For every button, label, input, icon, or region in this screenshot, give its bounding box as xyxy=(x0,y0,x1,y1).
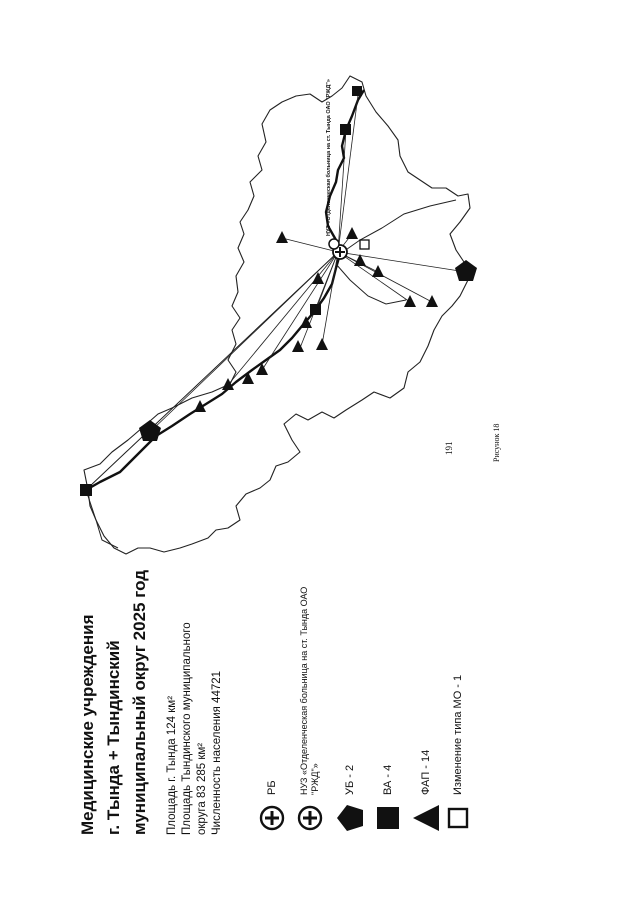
area-district-line-2: округа 83 285 км² xyxy=(196,742,208,835)
legend-label-rb: РБ xyxy=(265,780,278,795)
fap-marker xyxy=(242,372,254,384)
area-city: Площадь г. Тында 124 км² xyxy=(166,695,178,835)
mo-change-marker xyxy=(360,240,369,249)
map-hospital-note xyxy=(325,79,332,236)
triangle-icon xyxy=(409,801,443,835)
square-icon xyxy=(371,801,405,835)
population: Численность населения 44721 xyxy=(211,670,223,835)
page-title xyxy=(75,535,153,835)
pentagon-icon xyxy=(333,801,367,835)
fap-marker xyxy=(276,231,288,243)
area-stats xyxy=(165,535,225,835)
page-number: 191 xyxy=(444,441,454,455)
fap-marker xyxy=(316,338,328,350)
legend-item-va xyxy=(371,765,405,835)
district-boundary xyxy=(84,76,470,554)
legend-item-nuz xyxy=(293,555,327,835)
va-marker xyxy=(80,484,92,496)
railway-line xyxy=(86,90,364,490)
legend-item-ub xyxy=(333,765,367,835)
legend-item-rb xyxy=(255,780,289,835)
legend-label-mo-change: Изменение типа МО - 1 xyxy=(451,674,464,795)
legend-label-ub: УБ - 2 xyxy=(343,764,356,795)
map-hospital-note-text: НУЗ «Отделенческая больница на ст. Тында ОАО "РЖД"» xyxy=(326,79,332,236)
legend-item-fap xyxy=(409,750,443,835)
va-marker xyxy=(352,86,362,96)
hollow-square-icon xyxy=(441,801,475,835)
area-district-line-1: Площадь Тындинского муниципального xyxy=(181,622,193,835)
fap-marker xyxy=(346,227,358,239)
nuz-hub-marker xyxy=(329,239,339,249)
svg-text:НУЗ «Отделенческая больница на xyxy=(325,79,332,236)
figure-caption: Рисунок 18 xyxy=(492,423,501,462)
va-marker xyxy=(310,304,321,315)
cross-circle-icon xyxy=(293,801,327,835)
title-line-1: Медицинские учреждения xyxy=(78,614,97,835)
fap-marker xyxy=(312,272,324,284)
fap-marker xyxy=(404,295,416,307)
legend-label-fap: ФАП - 14 xyxy=(419,749,432,795)
fap-marker xyxy=(426,295,438,307)
cross-circle-icon xyxy=(255,801,289,835)
legend-panel xyxy=(65,535,465,835)
ub-marker xyxy=(455,260,477,281)
map-markers xyxy=(80,86,477,496)
legend-item-mo-change xyxy=(441,675,475,835)
va-marker xyxy=(340,124,351,135)
ub-marker xyxy=(139,420,161,441)
legend-label-nuz: НУЗ «Отделенческая больница на ст. Тында ОАО "РЖД"» xyxy=(299,586,320,795)
title-line-2: г. Тында + Тындинский xyxy=(104,640,123,835)
title-line-3: муниципальный округ 2025 год xyxy=(130,569,149,835)
secondary-road xyxy=(340,200,456,254)
legend-label-va: ВА - 4 xyxy=(381,764,394,795)
